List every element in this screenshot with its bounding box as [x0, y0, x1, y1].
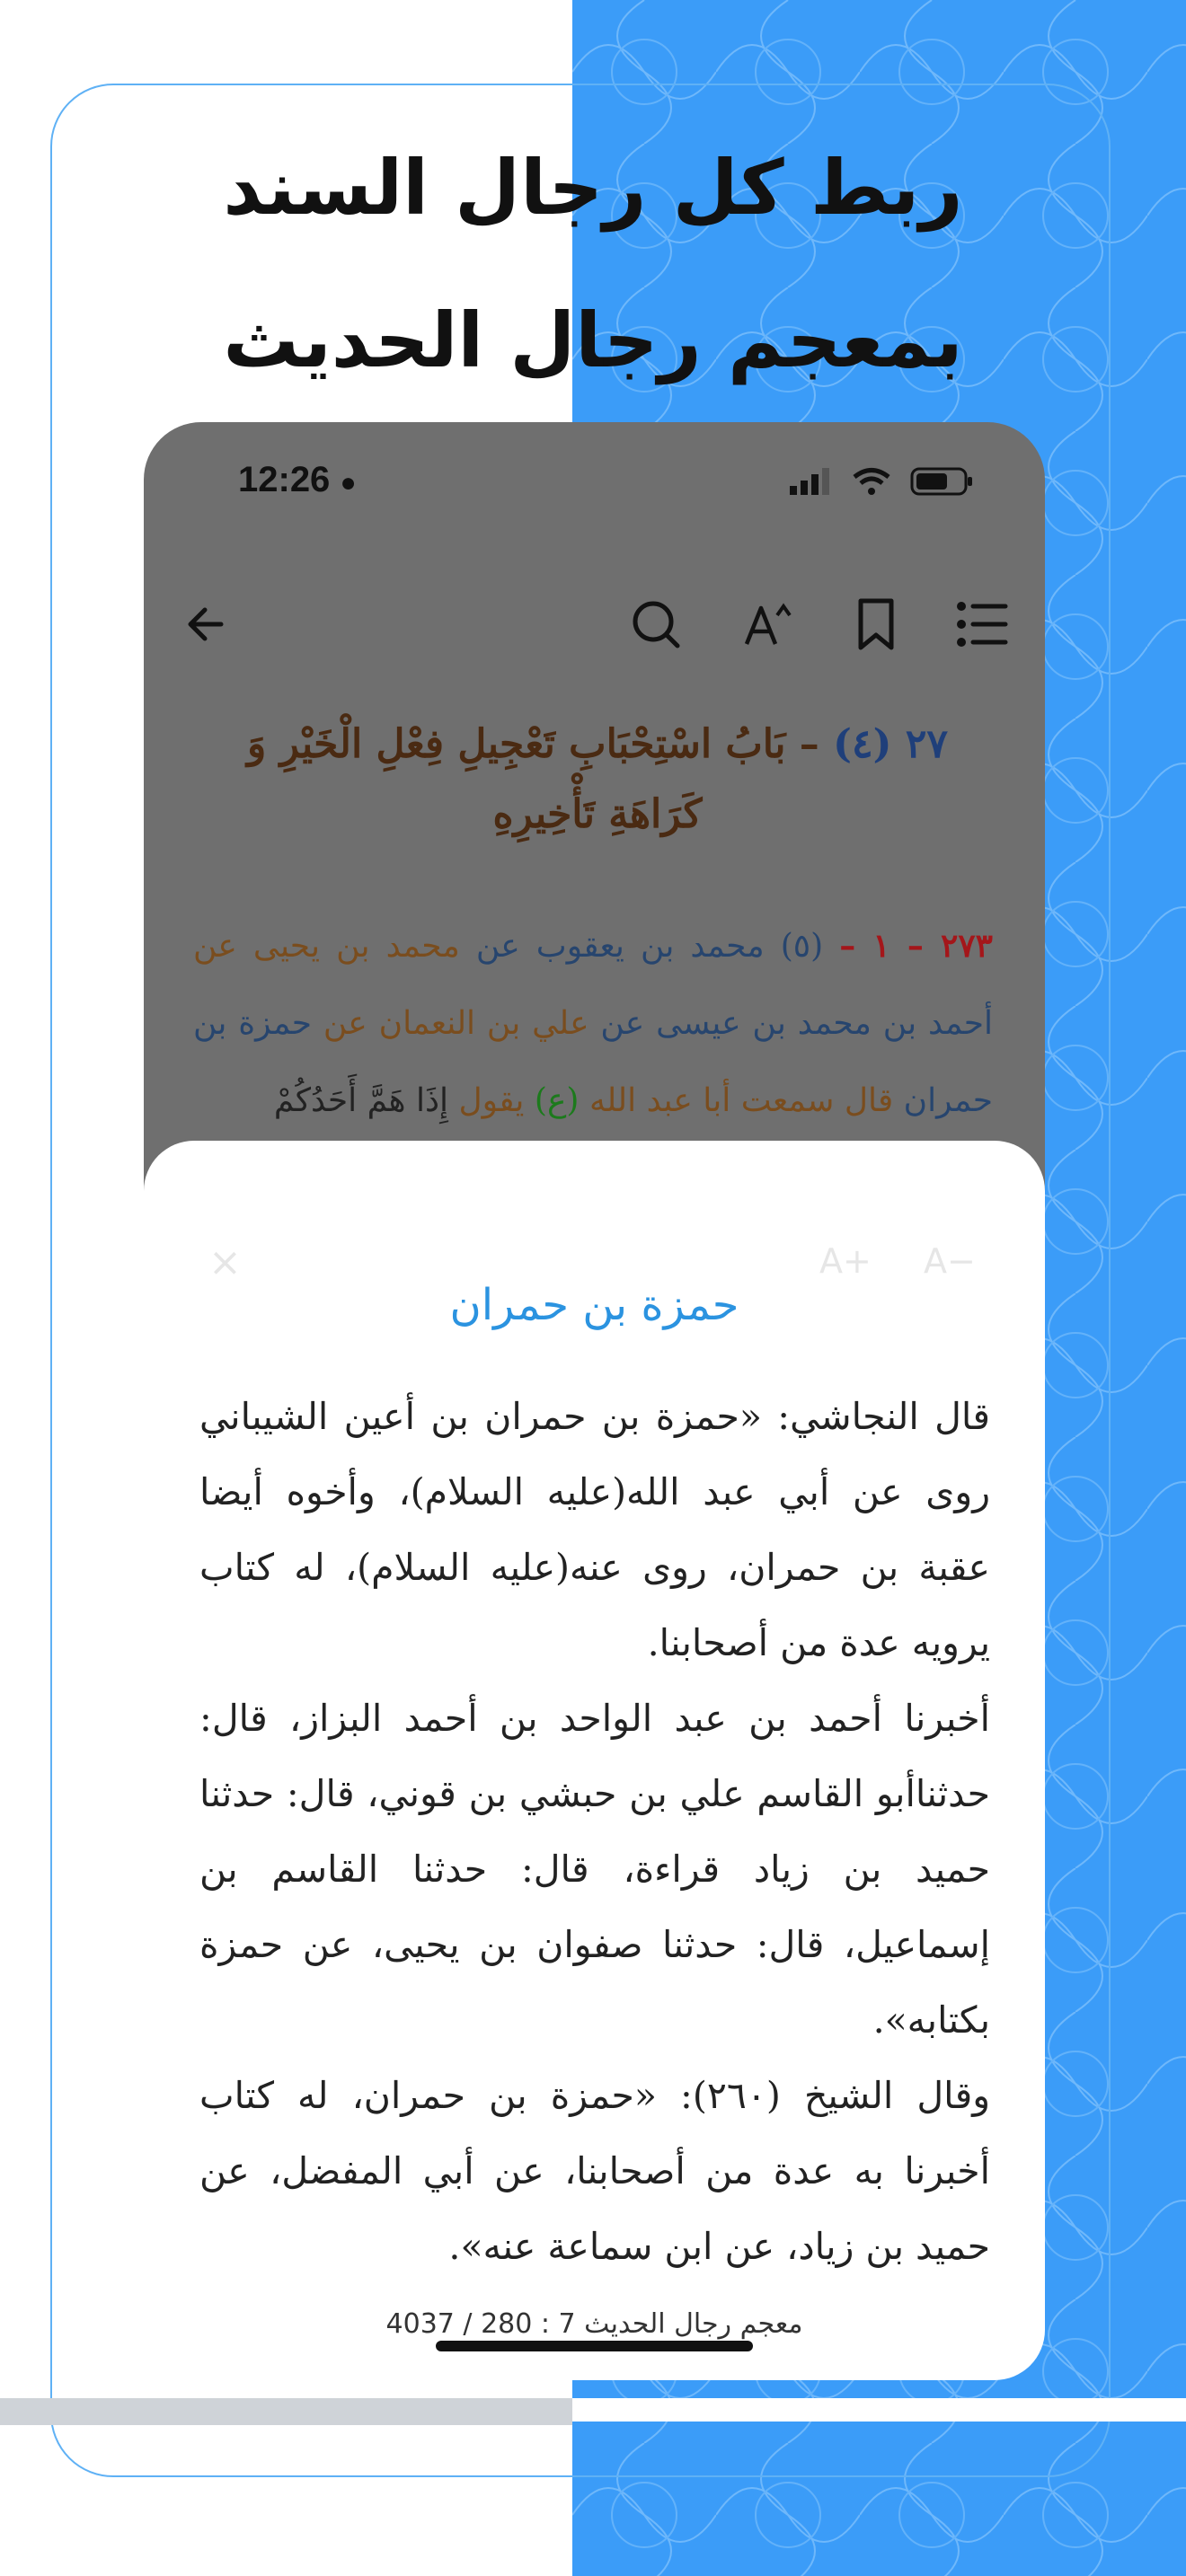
narrator-link[interactable]: حمزة بن حمران	[193, 1005, 993, 1119]
hadith-text	[193, 907, 993, 1140]
status-time	[238, 460, 357, 500]
bookmark-icon[interactable]	[840, 588, 912, 660]
chapter-heading: – بَابُ اسْتِحْبَابِ تَعْجِيلِ فِعْلِ الْخَيْرِ وَ كَرَاهَةِ تَأْخِيرِهِ	[247, 721, 819, 837]
narrator-link[interactable]: محمد بن يحيى عن	[193, 928, 460, 965]
bottom-divider-right	[572, 2398, 1186, 2422]
person-icon: ●	[340, 468, 357, 498]
font-decrease-button[interactable]: A−	[924, 1241, 976, 1281]
status-time-text: 12:26	[238, 460, 331, 499]
battery-icon	[910, 467, 973, 496]
sheet-title: حمزة بن حمران	[449, 1280, 739, 1330]
chapter-number: ٢٧ (٤)	[833, 721, 948, 767]
hadith-ref: (٥)	[780, 928, 824, 965]
bottom-divider	[0, 2398, 572, 2425]
home-indicator	[436, 2341, 753, 2351]
narrator-link[interactable]: علي بن النعمان عن	[323, 1005, 589, 1042]
hadith-phrase: قال سمعت أبا عبد الله	[589, 1082, 894, 1119]
source-reference: معجم رجال الحديث 7 : 280 / 4037	[385, 2308, 803, 2340]
biography-paragraph: وقال الشيخ (٢٦٠): «حمزة بن حمران، له كتاب أخبرنا به عدة من أصحابنا، عن أبي المفضل، عن حميد بن زياد، عن ابن سماعة عنه».	[199, 2074, 990, 2268]
biography-paragraph: أخبرنا أحمد بن عبد الواحد بن أحمد البزاز، قال: حدثناأبو القاسم علي بن حبشي بن قوني، قال: حدثنا حميد بن زياد قراءة، قال: حدثنا القاسم بن إسماعيل، قال: حدثنا صفوان بن يحيى، عن حمزة بكتابه».	[199, 1697, 990, 2042]
font-increase-button[interactable]: A+	[819, 1241, 872, 1281]
search-icon[interactable]	[620, 588, 692, 660]
hadith-number: ٢٧٣ – ١ –	[839, 927, 993, 965]
narrator-biography	[199, 1379, 990, 2268]
close-icon[interactable]: ×	[208, 1239, 242, 1285]
font-size-icon[interactable]	[732, 588, 804, 660]
status-icons	[790, 467, 973, 496]
back-arrow-icon[interactable]	[171, 588, 243, 660]
status-bar	[144, 422, 1045, 548]
phone-screen	[144, 422, 1045, 2380]
chapter-title	[198, 710, 997, 850]
narrator-link[interactable]: أحمد بن محمد بن عيسى عن	[600, 1005, 993, 1042]
headline-line-1: ربط كل رجال السند	[223, 144, 963, 232]
reader-toolbar	[144, 588, 1045, 696]
hadith-honorific: (ع)	[534, 1082, 580, 1119]
hadith-phrase: يقول	[458, 1082, 525, 1119]
signal-icon	[790, 468, 833, 495]
headline-line-2: بمعجم رجال الحديث	[223, 296, 963, 384]
list-icon[interactable]	[946, 588, 1018, 660]
narrator-bottom-sheet	[144, 1141, 1045, 2380]
hadith-matn: إِذَا هَمَّ أَحَدُكُمْ	[273, 1082, 449, 1119]
biography-paragraph: قال النجاشي: «حمزة بن حمران بن أعين الشيباني روى عن أبي عبد الله(عليه السلام)، وأخوه أيضا عقبة بن حمران، روى عنه(عليه السلام)، له كتاب يرويه عدة من أصحابنا.	[199, 1395, 990, 1664]
wifi-icon	[853, 467, 890, 496]
narrator-link[interactable]: محمد بن يعقوب عن	[475, 928, 765, 965]
